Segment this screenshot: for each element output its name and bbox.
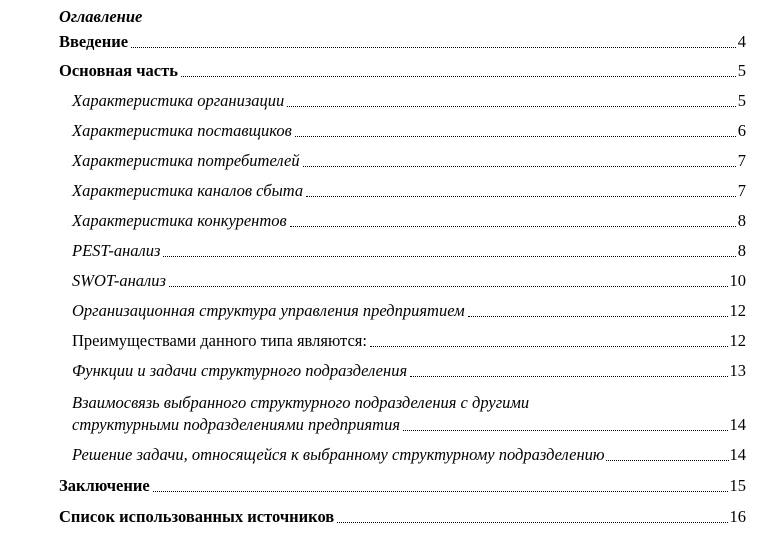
dot-leader (410, 375, 727, 377)
toc-entry-page: 8 (737, 241, 746, 260)
dot-leader (468, 315, 728, 317)
toc-entry-page: 12 (729, 331, 746, 350)
toc-entry-task-solution[interactable] (72, 444, 746, 466)
dot-leader (181, 75, 736, 77)
toc-entry-main-part[interactable] (59, 60, 746, 82)
dot-leader (370, 345, 728, 347)
toc-entry-page: 14 (729, 415, 746, 434)
toc-entry-sales-channels[interactable] (72, 180, 746, 202)
toc-entry-title: Решение задачи, относящейся к выбранному структурному подразделению (72, 445, 605, 464)
toc-entry-line2 (72, 414, 746, 436)
dot-leader (163, 255, 735, 257)
toc-entry-unit-functions[interactable] (72, 360, 746, 382)
toc-entry-page: 16 (729, 507, 746, 526)
toc-entry-page: 13 (729, 361, 746, 380)
toc-entry-swot[interactable] (72, 270, 746, 292)
toc-entry-title: SWOT-анализ (72, 271, 166, 290)
toc-heading: Оглавление (59, 7, 143, 26)
toc-entry-page: 15 (729, 476, 746, 495)
toc-entry-competitors[interactable] (72, 210, 746, 232)
toc-entry-page: 10 (729, 271, 746, 290)
toc-entry-page: 4 (737, 32, 746, 51)
toc-entry-title: Организационная структура управления предприятием (72, 301, 465, 320)
toc-entry-suppliers[interactable] (72, 120, 746, 142)
toc-entry-title: Список использованных источников (59, 507, 335, 526)
toc-entry-pest[interactable] (72, 240, 746, 262)
toc-entry-title-line2: структурными подразделениями предприятия (72, 415, 400, 434)
dot-leader (606, 459, 729, 461)
dot-leader (131, 46, 736, 48)
toc-entry-title: Характеристика потребителей (72, 151, 300, 170)
toc-entry-page: 7 (737, 181, 746, 200)
dot-leader (153, 490, 728, 492)
toc-entry-conclusion[interactable] (59, 475, 746, 497)
toc-entry-title: PEST-анализ (72, 241, 161, 260)
toc-entry-title: Характеристика поставщиков (72, 121, 292, 140)
toc-entry-title: Преимуществами данного типа являются: (72, 331, 367, 350)
toc-entry-title: Заключение (59, 476, 150, 495)
toc-entry-title: Основная часть (59, 61, 178, 80)
toc-entry-page: 5 (737, 61, 746, 80)
dot-leader (287, 105, 735, 107)
toc-entry-introduction[interactable] (59, 31, 746, 53)
dot-leader (290, 225, 736, 227)
toc-entry-title: Функции и задачи структурного подразделения (72, 361, 408, 380)
dot-leader (303, 165, 736, 167)
toc-entry-page: 5 (737, 91, 746, 110)
dot-leader (306, 195, 736, 197)
toc-entry-title: Характеристика организации (72, 91, 285, 110)
toc-entry-org-structure[interactable] (72, 300, 746, 322)
toc-entry-organization[interactable] (72, 90, 746, 112)
toc-entry-advantages[interactable] (72, 330, 746, 352)
toc-entry-title: Характеристика каналов сбыта (72, 181, 304, 200)
toc-entry-page: 8 (737, 211, 746, 230)
toc-entry-page: 12 (729, 301, 746, 320)
toc-entry-title: Введение (59, 32, 129, 51)
toc-entry-title-line1: Взаимосвязь выбранного структурного подразделения с другими (72, 393, 530, 412)
toc-entry-page: 6 (737, 121, 746, 140)
toc-entry-unit-relations[interactable] (72, 392, 746, 436)
dot-leader (403, 429, 728, 431)
toc-entry-page: 7 (737, 151, 746, 170)
toc-entry-references[interactable] (59, 506, 746, 528)
toc-entry-page: 14 (729, 445, 746, 464)
dot-leader (169, 285, 728, 287)
toc-entry-consumers[interactable] (72, 150, 746, 172)
toc-entry-title: Характеристика конкурентов (72, 211, 287, 230)
dot-leader (295, 135, 736, 137)
dot-leader (337, 521, 727, 523)
